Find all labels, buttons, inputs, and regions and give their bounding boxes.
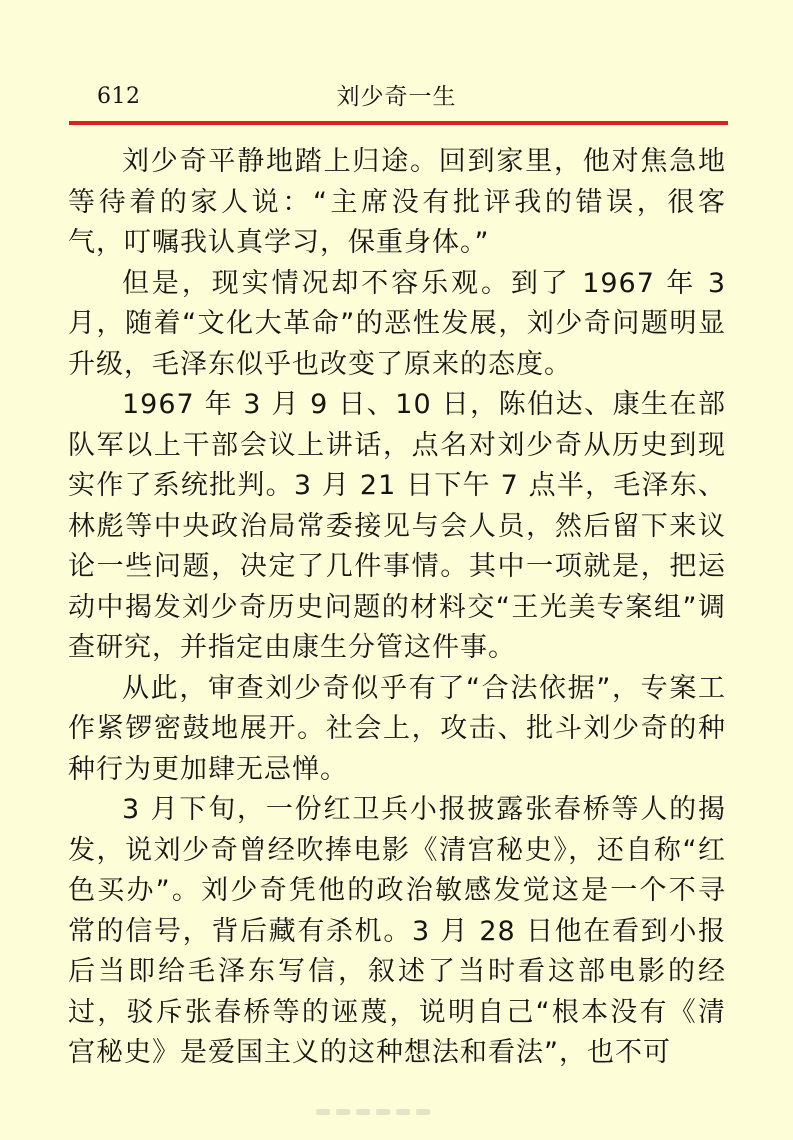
paragraph: 刘少奇平静地踏上归途。回到家里，他对焦急地等待着的家人说：“主席没有批评我的错误，很客气，叮嘱我认真学习，保重身体。” [68, 146, 726, 258]
paragraph: 但是，现实情况却不容乐观。到了 1967 年 3 月，随着“文化大革命”的恶性发展，刘少奇问题明显升级，毛泽东似乎也改变了原来的态度。 [68, 267, 726, 380]
paragraph: 3 月下旬，一份红卫兵小报披露张春桥等人的揭发，说刘少奇曾经吹捧电影《清宫秘史》，还自称“红色买办”。刘少奇凭他的政治敏感发觉这是一个不寻常的信号，背后藏有杀机。3 月 28 日他在看到小报后当即给毛泽东写信，叙述了当时看这部电影的经过，驳斥张春桥等的诬蔑，说明自己“根本没有《清宫秘史》是爱国主义的这种想法和看法”，也不可 [68, 794, 726, 1068]
paragraph: 1967 年 3 月 9 日、10 日，陈伯达、康生在部队军以上干部会议上讲话，点名对刘少奇从历史到现实作了系统批判。3 月 21 日下午 7 点半，毛泽东、林彪等中央政治局常委接见与会人员，然后留下来议论一些问题，决定了几件事情。其中一项就是，把运动中揭发刘少奇历史问题的材料交“王光美专案组”调查研究，并指定由康生分管这件事。 [68, 389, 726, 663]
running-title: 刘少奇一生 [336, 84, 457, 110]
body-text [68, 142, 726, 1074]
header-rule [69, 121, 728, 125]
paragraph: 从此，审查刘少奇似乎有了“合法依据”，专案工作紧锣密鼓地展开。社会上，攻击、批斗刘少奇的种种行为更加肆无忌惮。 [68, 672, 726, 785]
page-number: 612 [97, 84, 141, 109]
footer-smudge [316, 1100, 476, 1108]
